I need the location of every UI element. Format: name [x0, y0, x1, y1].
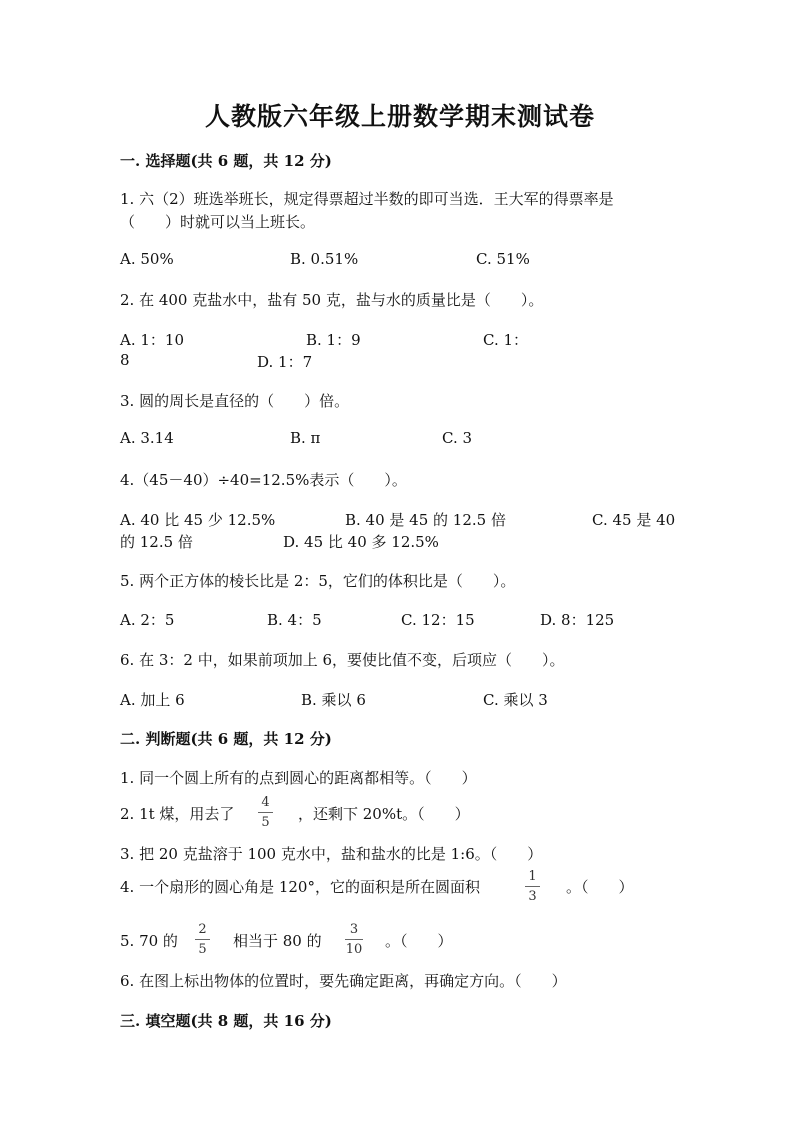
judge-question-5-pre: 5. 70 的	[120, 932, 178, 950]
q4-option-c: C. 45 是 40	[592, 511, 676, 529]
q4-option-a: A. 40 比 45 少 12.5%	[120, 511, 276, 529]
q6-option-a: A. 加上 6	[120, 691, 185, 709]
q3-option-c: C. 3	[442, 429, 473, 447]
section-heading-judge: 二. 判断题(共 6 题，共 12 分)	[120, 730, 332, 748]
q3-option-b: B. π	[290, 429, 321, 447]
fraction-denominator: 3	[528, 889, 537, 904]
fraction-numerator: 3	[349, 922, 359, 937]
fraction-2-5	[195, 922, 210, 957]
question-4: 4.（45－40）÷40=12.5%表示（ ）。	[120, 471, 407, 489]
fraction-bar	[195, 939, 210, 940]
q5-option-d: D. 8：125	[540, 611, 615, 629]
question-1-line2: （ ）时就可以当上班长。	[120, 213, 316, 231]
q1-option-c: C. 51%	[476, 250, 530, 268]
q1-option-b: B. 0.51%	[290, 250, 359, 268]
question-3: 3. 圆的周长是直径的（ ）倍。	[120, 392, 350, 410]
judge-question-4-pre: 4. 一个扇形的圆心角是 120°，它的面积是所在圆面积	[120, 878, 480, 896]
judge-question-5-post: 。（ ）	[385, 932, 453, 950]
question-5: 5. 两个正方体的棱长比是 2：5，它们的体积比是（ ）。	[120, 572, 516, 590]
question-1-line1: 1. 六（2）班选举班长，规定得票超过半数的即可当选．王大军的得票率是	[120, 190, 614, 208]
q5-option-a: A. 2：5	[120, 611, 175, 629]
q5-option-b: B. 4：5	[267, 611, 322, 629]
fraction-numerator: 2	[198, 922, 207, 937]
fraction-denominator: 5	[261, 815, 270, 830]
fraction-bar	[258, 812, 273, 813]
q3-option-a: A. 3.14	[120, 429, 174, 447]
q6-option-b: B. 乘以 6	[301, 691, 366, 709]
fraction-numerator: 4	[261, 795, 270, 810]
section-heading-choice: 一. 选择题(共 6 题，共 12 分)	[120, 152, 332, 170]
q2-option-a: A. 1：10	[120, 331, 184, 349]
question-2: 2. 在 400 克盐水中，盐有 50 克，盐与水的质量比是（ ）。	[120, 291, 544, 309]
fraction-3-10	[345, 922, 363, 957]
fraction-denominator: 5	[198, 942, 207, 957]
q4-option-c-cont: 的 12.5 倍	[120, 533, 193, 551]
q6-option-c: C. 乘以 3	[483, 691, 548, 709]
q4-option-d: D. 45 比 40 多 12.5%	[283, 533, 439, 551]
question-6: 6. 在 3：2 中，如果前项加上 6，要使比值不变，后项应（ ）。	[120, 651, 565, 669]
q2-option-b: B. 1：9	[306, 331, 361, 349]
page-title: 人教版六年级上册数学期末测试卷	[204, 102, 595, 131]
judge-question-5-mid: 相当于 80 的	[233, 932, 322, 950]
judge-question-6: 6. 在图上标出物体的位置时，要先确定距离，再确定方向。（ ）	[120, 972, 567, 990]
fraction-1-3	[525, 869, 540, 904]
judge-question-2-post: ，还剩下 20%t。（ ）	[298, 805, 470, 823]
fraction-bar	[345, 939, 363, 940]
judge-question-4-post: 。（ ）	[566, 878, 634, 896]
q2-option-c-cont: 8	[120, 351, 130, 369]
q4-option-b: B. 40 是 45 的 12.5 倍	[345, 511, 506, 529]
q1-option-a: A. 50%	[120, 250, 174, 268]
section-heading-fill: 三. 填空题(共 8 题，共 16 分)	[120, 1012, 332, 1030]
fraction-numerator: 1	[528, 869, 537, 884]
q5-option-c: C. 12：15	[401, 611, 475, 629]
fraction-denominator: 10	[345, 942, 363, 957]
fraction-4-5	[258, 795, 273, 830]
judge-question-1: 1. 同一个圆上所有的点到圆心的距离都相等。（ ）	[120, 769, 477, 787]
q2-option-c: C. 1：	[483, 331, 529, 349]
judge-question-3: 3. 把 20 克盐溶于 100 克水中，盐和盐水的比是 1:6。（ ）	[120, 845, 543, 863]
judge-question-2-pre: 2. 1t 煤，用去了	[120, 805, 235, 823]
q2-option-d: D. 1：7	[257, 353, 313, 371]
fraction-bar	[525, 886, 540, 887]
